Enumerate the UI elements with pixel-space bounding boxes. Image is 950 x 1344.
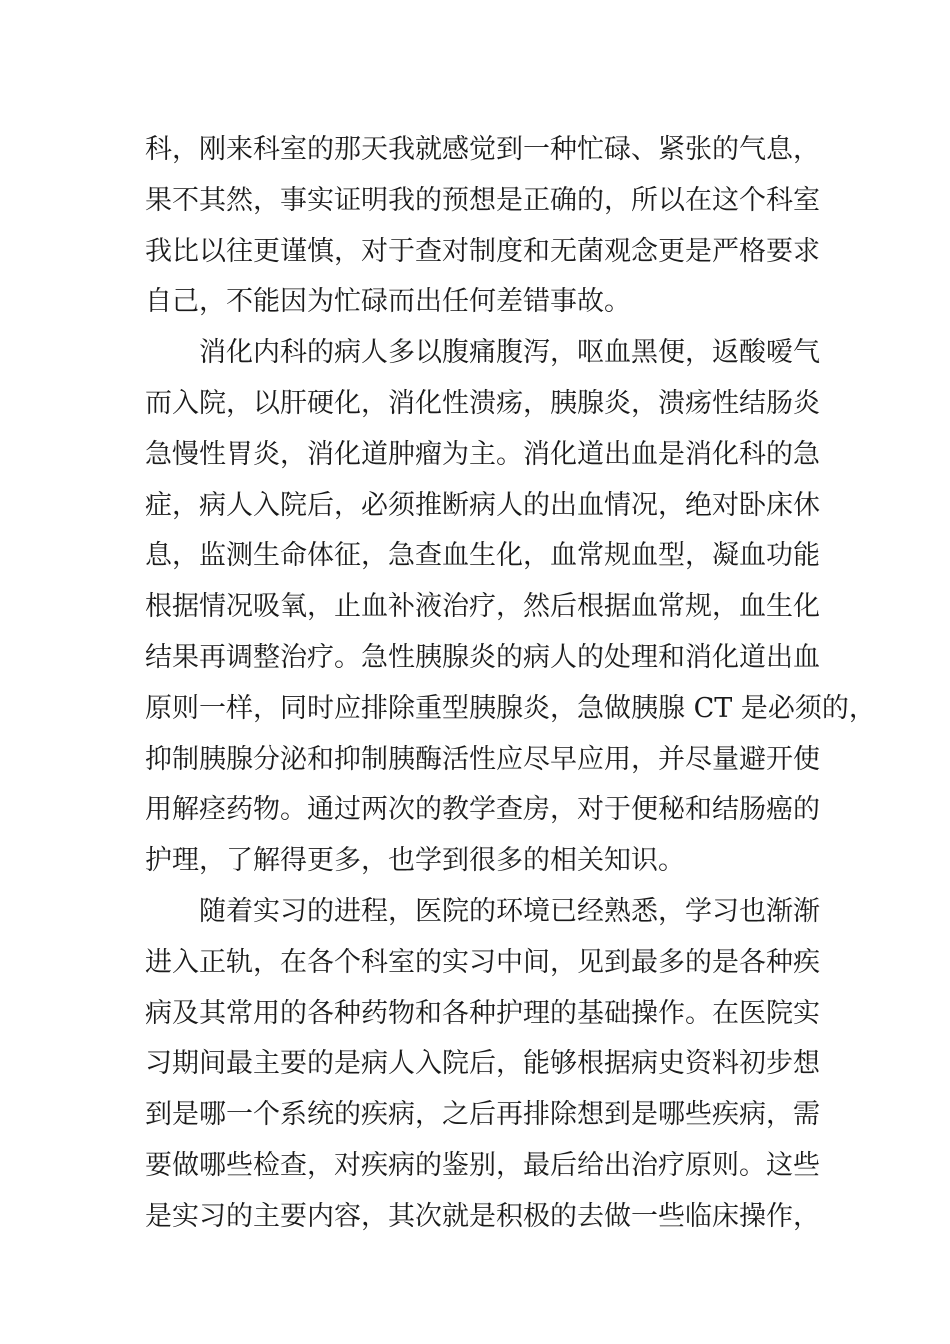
text-line: 原则一样，同时应排除重型胰腺炎，急做胰腺 CT 是必须的， <box>145 692 876 724</box>
document-body <box>145 125 876 1243</box>
text-line: 而入院，以肝硬化，消化性溃疡，胰腺炎，溃疡性结肠炎 <box>145 387 820 419</box>
text-line: 到是哪一个系统的疾病，之后再排除想到是哪些疾病，需 <box>145 1099 820 1131</box>
paragraph-3 <box>145 887 835 1243</box>
text-line: 抑制胰腺分泌和抑制胰酶活性应尽早应用，并尽量避开使 <box>145 743 820 775</box>
paragraph-1 <box>145 125 835 328</box>
text-line: 要做哪些检查，对疾病的鉴别，最后给出治疗原则。这些 <box>145 1149 820 1181</box>
text-line: 护理，了解得更多，也学到很多的相关知识。 <box>145 845 685 877</box>
text-line: 根据情况吸氧，止血补液治疗，然后根据血常规，血生化 <box>145 591 820 623</box>
text-line: 息，监测生命体征，急查血生化，血常规血型，凝血功能 <box>145 540 820 572</box>
text-line: 自己，不能因为忙碌而出任何差错事故。 <box>145 286 631 318</box>
text-line: 我比以往更谨慎，对于查对制度和无菌观念更是严格要求 <box>145 235 820 267</box>
text-line: 症，病人入院后，必须推断病人的出血情况，绝对卧床休 <box>145 489 820 521</box>
text-line: 科，刚来科室的那天我就感觉到一种忙碌、紧张的气息， <box>145 134 820 165</box>
text-line: 果不其然，事实证明我的预想是正确的，所以在这个科室 <box>145 184 820 216</box>
text-line: 进入正轨，在各个科室的实习中间，见到最多的是各种疾 <box>145 946 820 978</box>
text-line: 用解痉药物。通过两次的教学查房，对于便秘和结肠癌的 <box>145 794 820 826</box>
text-line: 习期间最主要的是病人入院后，能够根据病史资料初步想 <box>145 1048 820 1080</box>
text-line: 病及其常用的各种药物和各种护理的基础操作。在医院实 <box>145 997 820 1029</box>
text-line: 是实习的主要内容，其次就是积极的去做一些临床操作， <box>145 1200 820 1232</box>
text-line: 随着实习的进程，医院的环境已经熟悉，学习也渐渐 <box>145 895 820 927</box>
text-line: 消化内科的病人多以腹痛腹泻，呕血黑便，返酸嗳气 <box>145 337 820 369</box>
text-line: 急慢性胃炎，消化道肿瘤为主。消化道出血是消化科的急 <box>145 438 820 470</box>
text-line: 结果再调整治疗。急性胰腺炎的病人的处理和消化道出血 <box>145 641 820 673</box>
paragraph-2 <box>145 328 876 887</box>
